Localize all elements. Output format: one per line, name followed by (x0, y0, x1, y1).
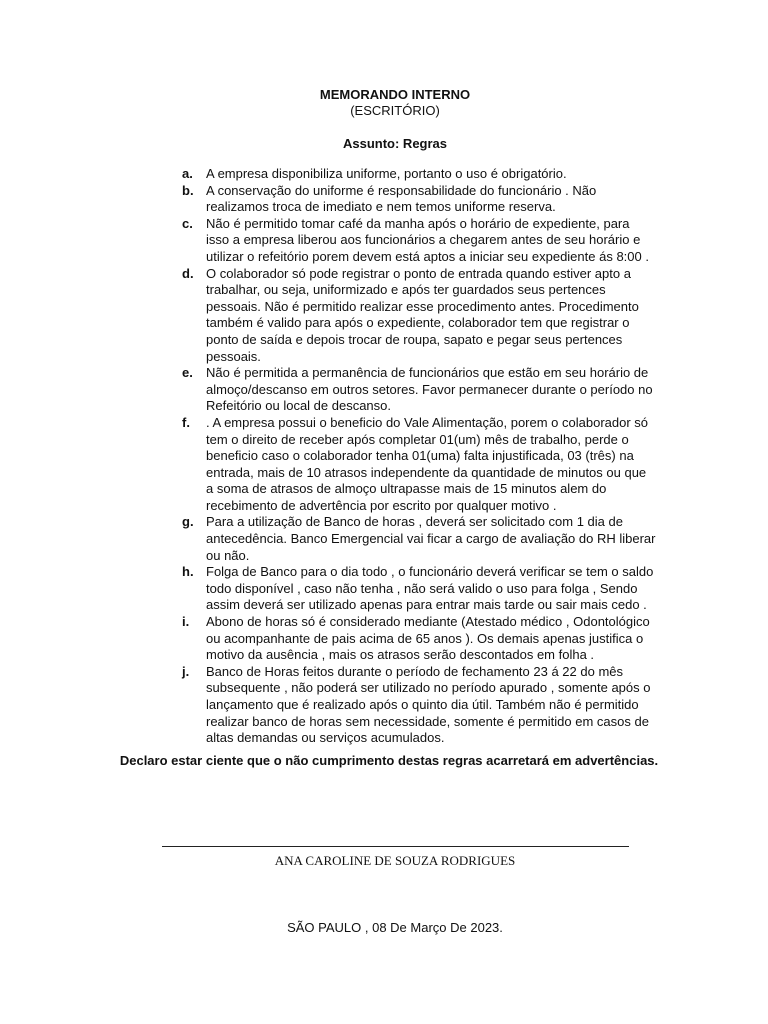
rule-item-e (182, 365, 656, 415)
memo-subtitle: (ESCRITÓRIO) (350, 103, 440, 118)
rule-text: . A empresa possui o beneficio do Vale Alimentação, porem o colaborador só tem o direito de receber após completar 01(um) mês de trabalho, perde o beneficio caso o colaborador tenha 01(uma) falta injustificada, 03 (três) na entrada, mais de 10 atrasos independente da quantidade de minutos ou que a soma de atrasos de almoço ultrapasse mais de 15 minutos alem do recebimento de advertência por escrito por qualquer motivo . (206, 414, 649, 513)
rule-text: Não é permitida a permanência de funcionários que estão em seu horário de almoço/descanso em outros setores. Favor permanecer durante o período no Refeitório ou local de descanso. (206, 365, 653, 414)
rule-letter: c. (182, 215, 193, 231)
rule-item-b (182, 183, 656, 216)
rule-item-i (182, 614, 656, 664)
rule-item-h (182, 564, 656, 614)
rule-letter: a. (182, 166, 193, 181)
rule-letter: j. (182, 663, 190, 679)
declaration-statement: Declaro estar ciente que o não cumprimento destas regras acarretará em advertências. (119, 753, 659, 768)
rule-text: A empresa disponibiliza uniforme, portanto o uso é obrigatório. (206, 166, 567, 181)
rule-text: A conservação do uniforme é responsabilidade do funcionário . Não realizamos troca de imediato e nem temos uniforme reserva. (206, 182, 597, 215)
signature-name: ANA CAROLINE DE SOUZA RODRIGUES (274, 853, 516, 868)
rule-item-d (182, 266, 656, 366)
rule-letter: d. (182, 265, 194, 281)
rule-text: Para a utilização de Banco de horas , deverá ser solicitado com 1 dia de antecedência. Banco Emergencial vai ficar a cargo de avaliação do RH liberar ou não. (206, 514, 656, 563)
rule-item-a (182, 166, 656, 183)
rule-letter: h. (182, 564, 194, 580)
signature-line (162, 846, 629, 847)
rule-letter: b. (182, 182, 194, 198)
rule-text: Abono de horas só é considerado mediante (Atestado médico , Odontológico ou acompanhante de pais acima de 65 anos ). Os demais apenas justifica o motivo da ausência , mais os atrasos serão descontados em folha . (206, 614, 650, 663)
rule-text: Folga de Banco para o dia todo , o funcionário deverá verificar se tem o saldo todo disponível , caso não tenha , não será valido o uso para folga , Sendo assim deverá ser utilizado apenas para entrar mais tarde ou sair mais cedo . (206, 564, 654, 613)
place-date: SÃO PAULO , 08 De Março De 2023. (287, 920, 503, 935)
rule-letter: i. (182, 614, 190, 630)
memo-subject: Assunto: Regras (342, 136, 448, 151)
rule-item-f (182, 415, 656, 515)
rule-text: Não é permitido tomar café da manha após o horário de expediente, para isso a empresa liberou aos funcionários a chegarem antes de seu horário e utilizar o refeitório porem devem está aptos a iniciar seu expediente ás 8:00 . (206, 215, 649, 264)
rule-item-g (182, 514, 656, 564)
memo-title: MEMORANDO INTERNO (319, 87, 471, 102)
rule-letter: e. (182, 365, 193, 381)
rule-letter: g. (182, 514, 194, 530)
rule-item-c (182, 216, 656, 266)
rule-letter: f. (182, 414, 190, 430)
rule-text: O colaborador só pode registrar o ponto de entrada quando estiver apto a trabalhar, ou seja, uniformizado e após ter guardados seus pertences pessoais. Não é permitido realizar esse procedimento antes. Procedimento também é valido para após o expediente, colaborador tem que registrar o ponto de saída e depois trocar de roupa, sapato e pegar seus pertences pessoais. (206, 265, 639, 364)
rules-list (182, 166, 656, 747)
rule-item-j (182, 664, 656, 747)
rule-text: Banco de Horas feitos durante o período de fechamento 23 á 22 do mês subsequente , não poderá ser utilizado no período apurado , somente após o lançamento que é realizado após o quinto dia útil. Também não é permitido realizar banco de horas sem necessidade, somente é permitido em casos de altas demandas ou serviços acumulados. (206, 663, 651, 746)
